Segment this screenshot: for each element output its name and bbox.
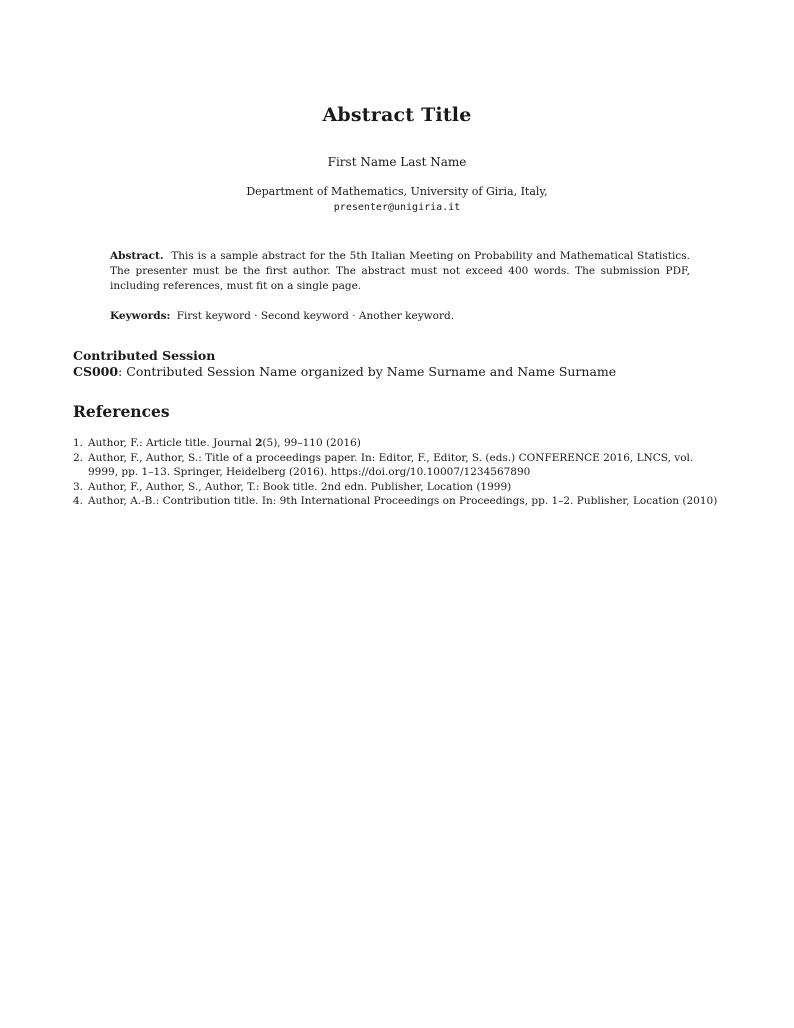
reference-item [73, 480, 723, 495]
reference-item [73, 451, 723, 480]
reference-text-tail: (5), 99–110 (2016) [262, 437, 361, 449]
paper-title: Abstract Title [322, 104, 472, 126]
abstract-paragraph [110, 249, 690, 294]
affiliation-block [0, 184, 794, 216]
affiliation-text: Department of Mathematics, University of Giria, Italy, [246, 185, 548, 198]
reference-number: 4. [73, 495, 84, 507]
session-text: : Contributed Session Name organized by Name Surname and Name Surname [118, 364, 617, 379]
author-name: First Name Last Name [327, 155, 467, 169]
reference-number: 3. [73, 480, 84, 493]
abstract-text: This is a sample abstract for the 5th Italian Meeting on Probability and Mathematical Statistics. The presenter must be the first author. The abstract must not exceed 400 words. The submission PDF, including references, must fit on a single page. [110, 250, 690, 292]
reference-text: Author, A.-B.: Contribution title. In: 9th International Proceedings on Proceedings, pp. 1–2. Publisher, Location (2010) [88, 495, 718, 507]
keywords-text: First keyword · Second keyword · Another keyword. [176, 310, 455, 322]
reference-number: 1. [73, 437, 84, 449]
author-email: presenter@unigiria.it [333, 202, 461, 213]
session-code: CS000 [73, 364, 119, 379]
references-heading: References [73, 402, 170, 421]
reference-item [73, 494, 723, 509]
reference-list [73, 436, 723, 509]
reference-text: Author, F., Author, S., Author, T.: Book title. 2nd edn. Publisher, Location (1999) [88, 480, 512, 493]
session-line [73, 364, 616, 379]
reference-item [73, 436, 723, 451]
keywords-label: Keywords: [110, 310, 171, 322]
session-heading: Contributed Session [73, 348, 216, 363]
reference-text: Author, F., Author, S.: Title of a proceedings paper. In: Editor, F., Editor, S. (eds.) CONFERENCE 2016, LNCS, vol. 9999, pp. 1–13. Springer, Heidelberg (2016). https://doi.org/10.10007/1234567890 [88, 451, 694, 478]
reference-volume: 2 [255, 437, 263, 449]
reference-text: Author, F.: Article title. Journal [88, 437, 256, 449]
keywords-line [110, 309, 690, 324]
abstract-label: Abstract. [110, 250, 164, 262]
reference-number: 2. [73, 451, 84, 464]
